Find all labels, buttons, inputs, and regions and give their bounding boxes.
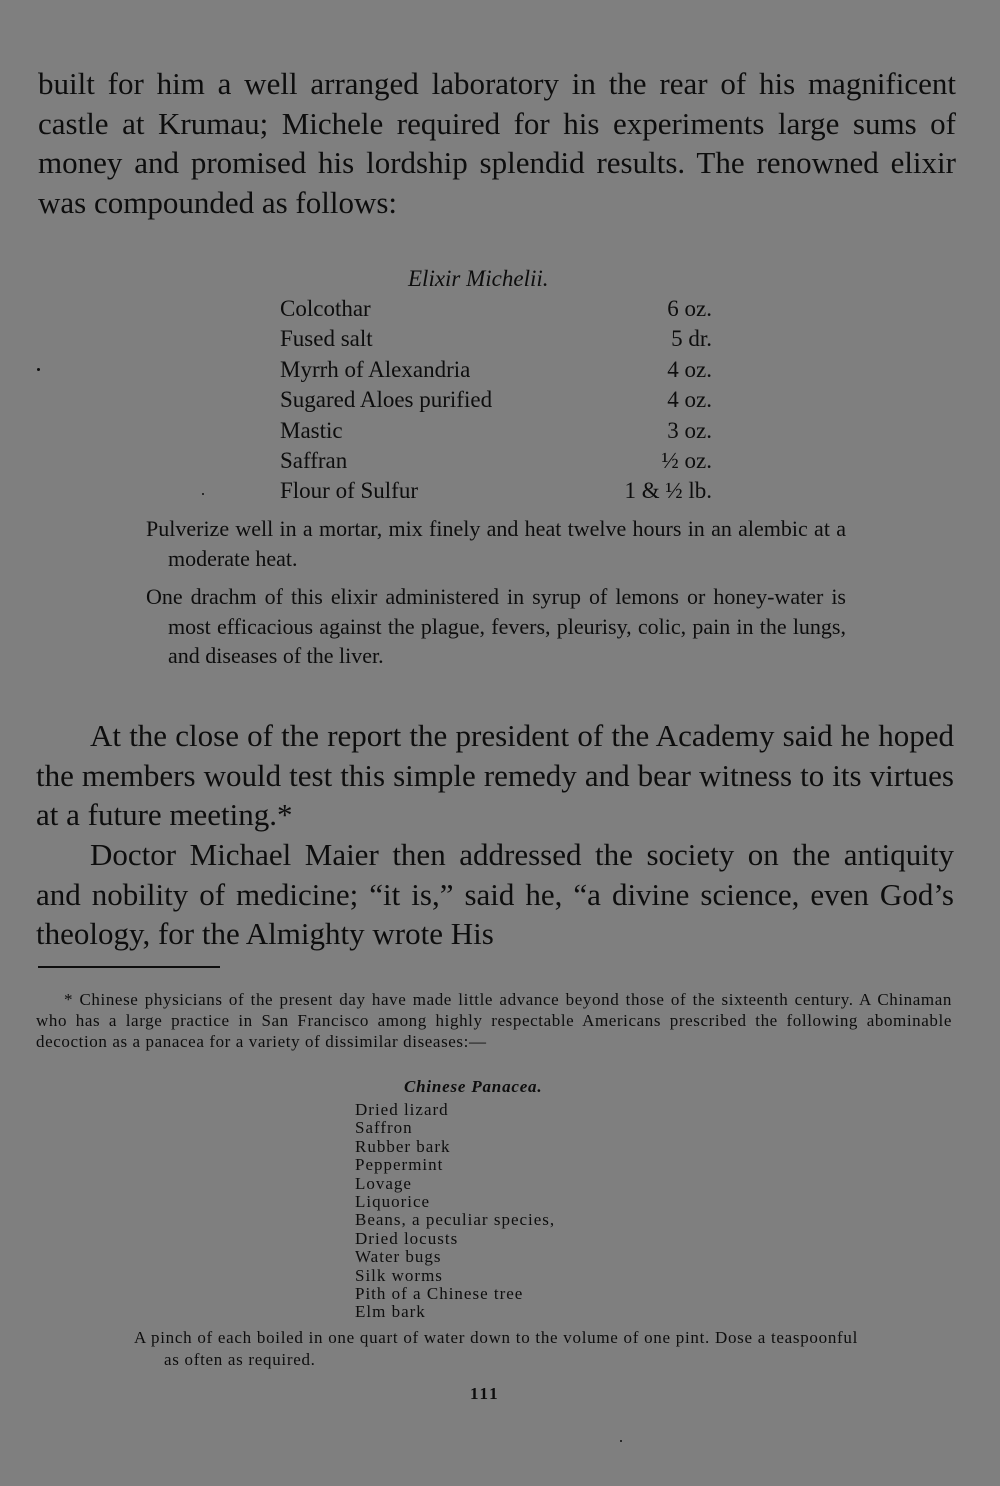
footnote-divider	[38, 966, 220, 968]
body-paragraph: At the close of the report the president of the Academy said he hoped the members would test this simple remedy and bear witness to its virtues at a future meeting.*	[36, 718, 954, 832]
recipe-row	[280, 324, 712, 354]
ingredient-name: Saffran	[280, 447, 348, 473]
panacea-item: Liquorice	[355, 1191, 431, 1211]
recipe-instructions: Pulverize well in a mortar, mix finely and heat twelve hours in an alembic at a moderate heat.	[146, 516, 846, 571]
print-speck	[202, 493, 204, 495]
print-speck	[37, 368, 40, 371]
ingredient-quantity: 5 dr.	[671, 326, 712, 352]
panacea-item: Peppermint	[355, 1155, 444, 1175]
panacea-title: Chinese Panacea.	[404, 1077, 543, 1096]
panacea-item: Rubber bark	[355, 1136, 451, 1156]
recipe-ingredient-list	[280, 294, 712, 507]
ingredient-name: Sugared Aloes purified	[280, 387, 493, 413]
recipe-title: Elixir Michelii.	[408, 266, 549, 291]
recipe-row	[280, 416, 712, 446]
panacea-item: Elm bark	[355, 1302, 426, 1322]
panacea-item: Dried locusts	[355, 1228, 459, 1248]
panacea-item: Saffron	[355, 1118, 413, 1138]
recipe-row	[280, 294, 712, 324]
recipe-row	[280, 385, 712, 415]
panacea-item: Silk worms	[355, 1265, 443, 1285]
recipe-dosage: One drachm of this elixir administered in syrup of lemons or honey-water is most efficacious against the plague, fevers, pleurisy, colic, pain in the lungs, and diseases of the liver.	[146, 584, 846, 668]
ingredient-name: Flour of Sulfur	[280, 478, 418, 504]
panacea-item: Beans, a peculiar species,	[355, 1210, 556, 1230]
ingredient-name: Colcothar	[280, 296, 371, 321]
ingredient-quantity: 4 oz.	[667, 387, 712, 413]
panacea-note: A pinch of each boiled in one quart of water down to the volume of one pint. Dose a teaspoonful as often as required.	[134, 1328, 858, 1369]
ingredient-quantity: 1 & ½ lb.	[624, 478, 712, 504]
ingredient-name: Myrrh of Alexandria	[280, 356, 471, 382]
page-number: 111	[470, 1384, 500, 1403]
ingredient-quantity: 4 oz.	[667, 356, 712, 382]
panacea-item: Dried lizard	[355, 1100, 449, 1119]
ingredient-quantity: 6 oz.	[667, 296, 712, 321]
panacea-item: Lovage	[355, 1173, 412, 1193]
footnote-text: * Chinese physicians of the present day have made little advance beyond those of the sixteenth century. A Chinaman who has a large practice in San Francisco among highly respectable Americans prescribed the following abominable decoction as a panacea for a variety of dissimilar diseases:—	[36, 990, 952, 1051]
ingredient-name: Mastic	[280, 417, 343, 443]
body-paragraph: Doctor Michael Maier then addressed the society on the antiquity and nobility of medicine; “it is,” said he, “a divine science, even God’s theology, for the Almighty wrote His	[36, 837, 954, 951]
recipe-row	[280, 355, 712, 385]
print-speck	[620, 1440, 622, 1442]
recipe-row	[280, 476, 712, 506]
ingredient-quantity: 3 oz.	[667, 417, 712, 443]
body-paragraph-continued: built for him a well arranged laboratory in the rear of his magnificent castle at Krumau; Michele required for his experiments large sums of money and promised his lordship splendid results. The renowned elixir was compounded as follows:	[38, 66, 956, 220]
panacea-item: Pith of a Chinese tree	[355, 1283, 524, 1303]
ingredient-quantity: ½ oz.	[661, 447, 712, 473]
ingredient-name: Fused salt	[280, 326, 373, 352]
recipe-row	[280, 446, 712, 476]
panacea-item: Water bugs	[355, 1247, 442, 1267]
panacea-ingredient-list	[355, 1101, 555, 1322]
